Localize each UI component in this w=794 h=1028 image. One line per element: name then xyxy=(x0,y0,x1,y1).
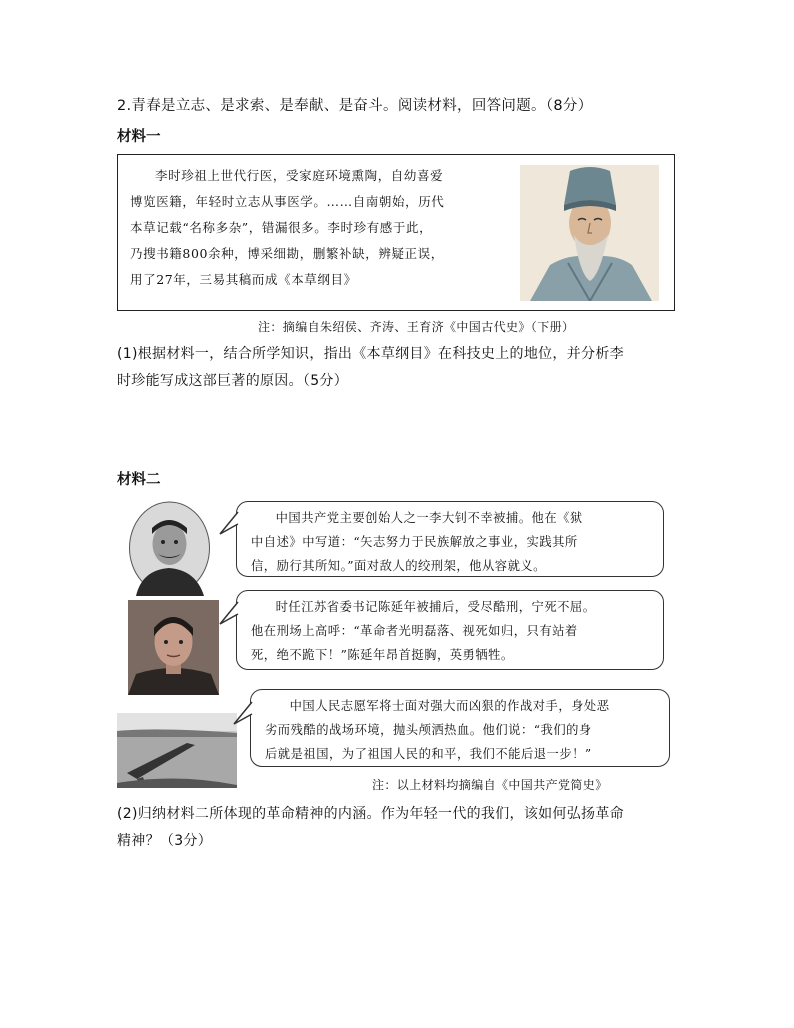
speech-bubble-1 xyxy=(236,501,664,577)
material1-box xyxy=(117,154,675,311)
question-intro: 2.青春是立志、是求索、是奉献、是奋斗。阅读材料，回答问题。（8分） xyxy=(117,98,593,114)
speech-bubble-2 xyxy=(236,590,664,670)
bubble-line: 死，绝不跪下！”陈延年昂首挺胸，英勇牺牲。 xyxy=(251,648,514,662)
sub-question-1-line1: (1)根据材料一，结合所学知识，指出《本草纲目》在科技史上的地位，并分析李 xyxy=(117,346,624,362)
bubble-line: 信，励行其所知。”面对敌人的绞刑架，他从容就义。 xyxy=(251,559,546,573)
material2-note: 注：以上材料均摘编自《中国共产党简史》 xyxy=(372,778,608,792)
material1-line: 本草记载“名称多杂”，错漏很多。李时珍有感于此， xyxy=(130,220,433,235)
bubble-line: 后就是祖国，为了祖国人民的和平，我们不能后退一步！” xyxy=(265,747,592,761)
material1-label: 材料一 xyxy=(117,129,161,145)
material1-line: 用了27年，三易其稿而成《本草纲目》 xyxy=(130,272,357,287)
sub-question-2-line1: (2)归纳材料二所体现的革命精神的内涵。作为年轻一代的我们，该如何弘扬革命 xyxy=(117,806,624,822)
bubble-tail-3 xyxy=(232,700,254,730)
bridge-battlefield-photo-icon xyxy=(117,713,237,788)
bubble-tail-2 xyxy=(218,600,240,630)
material1-line: 博览医籍，年轻时立志从事医学。……自南朝始，历代 xyxy=(130,194,445,209)
speech-bubble-3 xyxy=(250,689,670,767)
material2-label: 材料二 xyxy=(117,472,161,488)
bubble-line: 中自述》中写道：“矢志努力于民族解放之事业，实践其所 xyxy=(251,535,578,549)
material1-line: 乃搜书籍800余种，博采细勘，删繁补缺，辨疑正误， xyxy=(130,246,444,261)
sub-question-2-line2: 精神？（3分） xyxy=(117,833,213,849)
li-shizhen-portrait-icon xyxy=(520,165,659,301)
bubble-line: 时任江苏省委书记陈延年被捕后，受尽酷刑，宁死不屈。 xyxy=(275,600,596,614)
bubble-line: 中国人民志愿军将士面对强大而凶狠的作战对手，身处恶 xyxy=(289,699,610,713)
li-dazhao-photo-icon xyxy=(128,500,211,596)
sub-question-1-line2: 时珍能写成这部巨著的原因。（5分） xyxy=(117,373,349,389)
chen-yannian-photo-icon xyxy=(128,600,219,695)
material1-line: 李时珍祖上世代行医，受家庭环境熏陶，自幼喜爱 xyxy=(155,168,444,183)
material1-note: 注：摘编自朱绍侯、齐涛、王育济《中国古代史》（下册） xyxy=(258,320,575,334)
bubble-tail-1 xyxy=(218,510,240,540)
bubble-line: 中国共产党主要创始人之一李大钊不幸被捕。他在《狱 xyxy=(275,511,583,525)
bubble-line: 他在刑场上高呼：“革命者光明磊落、视死如归，只有站着 xyxy=(251,624,578,638)
sub-question-1 xyxy=(117,341,687,395)
bubble-line: 劣而残酷的战场环境，抛头颅洒热血。他们说：“我们的身 xyxy=(265,723,592,737)
material1-text xyxy=(130,163,505,293)
sub-question-2 xyxy=(117,801,687,855)
